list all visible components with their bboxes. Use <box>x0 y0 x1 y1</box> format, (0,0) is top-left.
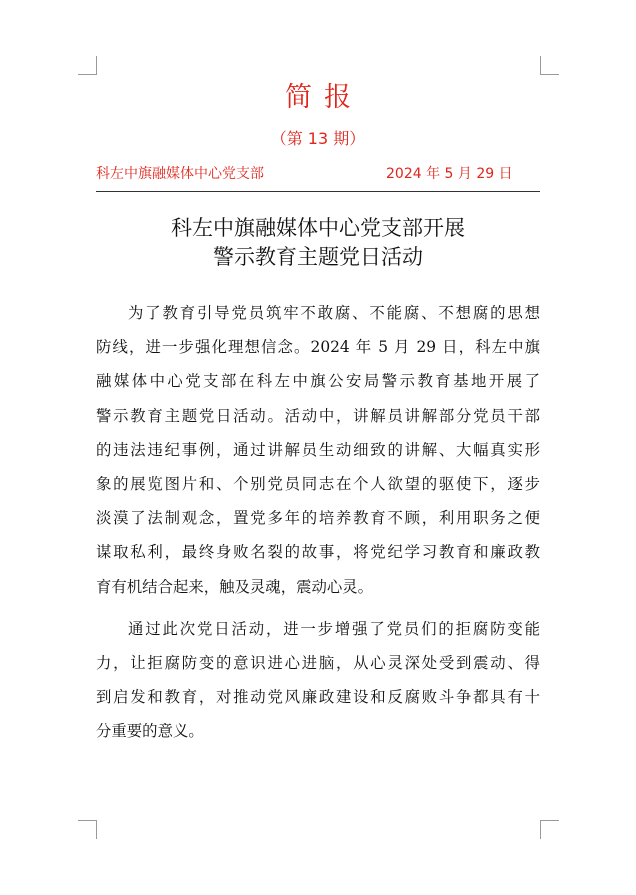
header-row <box>96 163 540 185</box>
document-title: 简报 <box>285 82 363 113</box>
text-line: 淡漠了法制观念，置党多年的培养教育不顾，利用职务之便 <box>96 509 540 528</box>
text-line: 为了教育引导党员筑牢不敢腐、不能腐、不想腐的思想 <box>128 304 540 322</box>
text-line: 谋取私利，最终身败名裂的故事，将党纪学习教育和廉政教 <box>96 543 540 562</box>
header-divider <box>96 191 540 192</box>
issue-number: （第 13 期） <box>270 129 366 148</box>
text-line: 象的展览图片和、个别党员同志在个人欲望的驱使下，逐步 <box>96 474 540 493</box>
organization-name: 科左中旗融媒体中心党支部 <box>96 166 264 182</box>
crop-mark-top-left <box>78 56 97 75</box>
headline-line: 警示教育主题党日活动 <box>213 245 423 269</box>
crop-mark-bottom-left <box>78 820 97 839</box>
text-line: 育有机结合起来，触及灵魂，震动心灵。 <box>96 577 374 596</box>
crop-mark-top-right <box>540 56 559 75</box>
paragraph <box>96 612 540 749</box>
text-line: 力，让拒腐防变的意识进心进脑，从心灵深处受到震动、得 <box>96 653 540 672</box>
crop-mark-bottom-right <box>540 820 559 839</box>
article-headline <box>96 214 540 272</box>
article-body <box>96 296 540 756</box>
text-line: 的违法违纪事例，通过讲解员生动细致的讲解、大幅真实形 <box>96 440 540 459</box>
text-line: 到启发和教育，对推动党风廉政建设和反腐败斗争都具有十 <box>96 688 540 707</box>
headline-line: 科左中旗融媒体中心党支部开展 <box>171 216 465 240</box>
paragraph <box>96 296 540 604</box>
text-line: 警示教育主题党日活动。活动中，讲解员讲解部分党员干部 <box>96 406 540 425</box>
text-line: 融媒体中心党支部在科左中旗公安局警示教育基地开展了 <box>96 372 540 391</box>
text-line: 通过此次党日活动，进一步增强了党员们的拒腐防变能 <box>128 619 540 638</box>
text-line: 分重要的意义。 <box>96 722 204 741</box>
issue-date: 2024 年 5 月 29 日 <box>386 166 513 182</box>
text-line: 防线，进一步强化理想信念。2024 年 5 月 29 日，科左中旗 <box>96 338 540 357</box>
